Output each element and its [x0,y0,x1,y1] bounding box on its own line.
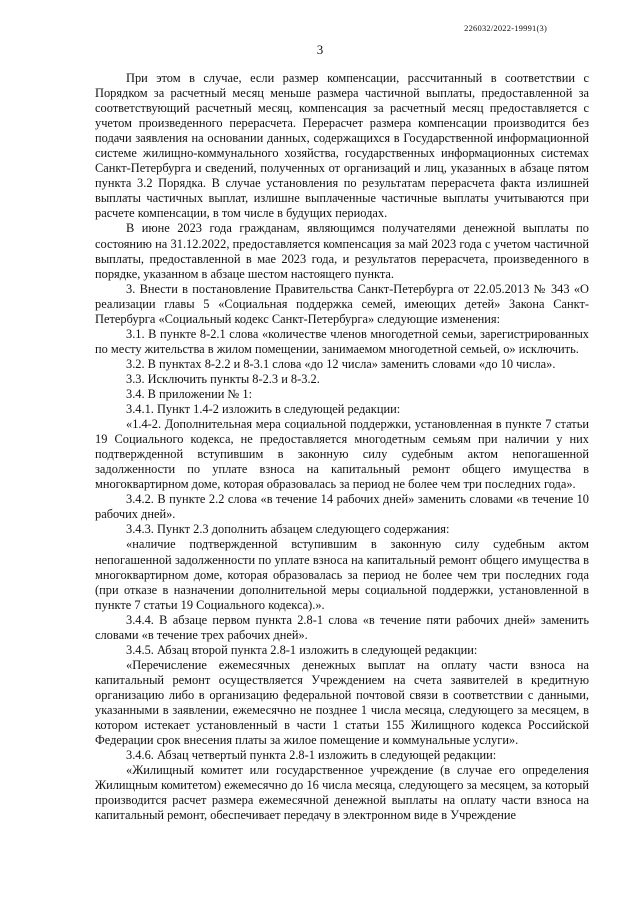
paragraph: 3.4.5. Абзац второй пункта 2.8-1 изложить в следующей редакции: [126,642,478,657]
paragraph: 3.4.3. Пункт 2.3 дополнить абзацем следующего содержания: [126,522,450,537]
paragraph: 3. Внести в постановление Правительства Санкт-Петербурга от 22.05.2013 № 343 «О реализации главы 5 «Социальная поддержка семей, имеющих детей» Закона Санкт-Петербурга «Социальный кодекс Санкт-Петербурга» следующие изменения: [95,281,589,326]
paragraph: В июне 2023 года гражданам, являющимся получателями денежной выплаты по состоянию на 31.12.2022, предоставляется компенсация за май 2023 года с учетом частичной выплаты, предоставленной в мае 2023 года, и результатов перерасчета, произведенного в порядке, указанном в абзаце шестом настоящего пункта. [95,221,589,281]
paragraph: 3.4. В приложении № 1: [126,386,253,401]
paragraph: «Перечисление ежемесячных денежных выплат на оплату части взноса на капитальный ремонт осуществляется Учреждением на счета заявителей в кредитную организацию либо в организацию федеральной почтовой связи в соответствии с данными, указанными в заявлении, ежемесячно не позднее 1 числа месяца, следующего за месяцем, в котором истекает установленный в части 1 статьи 155 Жилищного кодекса Российской Федерации срок внесения платы за жилое помещение и коммунальные услуги». [95,657,589,748]
paragraph: При этом в случае, если размер компенсации, рассчитанный в соответствии с Порядком за расчетный месяц меньше размера частичной выплаты, предоставленной за соответствующий расчетный месяц, компенсация за расчетный месяц предоставляется с учетом произведенного перерасчета. Перерасчет размера компенсации производится без подачи заявления на основании данных, содержащихся в Государственной информационной системе жилищно-коммунального хозяйства, государственных информационных системах Санкт-Петербурга и сведений, полученных от организаций и лиц, указанных в абзаце пятом пункта 3.2 Порядка. В случае установления по результатам перерасчета факта излишней выплаты частичных выплат, излишне выплаченные частичные выплаты учитываются при расчете компенсации, в том числе в будущих периодах. [95,71,589,221]
paragraph: 3.4.6. Абзац четвертый пункта 2.8-1 изложить в следующей редакции: [126,748,497,763]
paragraph: «наличие подтвержденной вступившим в законную силу судебным актом непогашенной задолженности по уплате взноса на капитальный ремонт общего имущества в многоквартирном доме, которая образовалась за период не более чем три последних года (при отказе в назначении дополнительной меры социальной поддержки, установленной в пункте 7 статьи 19 Социального кодекса).». [95,537,589,612]
paragraph: 3.4.2. В пункте 2.2 слова «в течение 14 рабочих дней» заменить словами «в течение 10 рабочих дней». [95,492,589,522]
paragraph: 3.3. Исключить пункты 8-2.3 и 8-3.2. [126,371,320,386]
document-body [95,71,589,823]
paragraph: «Жилищный комитет или государственное учреждение (в случае его определения Жилищным комитетом) ежемесячно до 16 числа месяца, следующего за месяцем, за который производится расчет размера ежемесячной денежной выплаты на оплату части взноса на капитальный ремонт, обеспечивает передачу в электронном виде в Учреждение [95,763,589,823]
paragraph: «1.4-2. Дополнительная мера социальной поддержки, установленная в пункте 7 статьи 19 Социального кодекса, не предоставляется многодетным семьям при наличии у них подтвержденной вступившим в законную силу судебным актом непогашенной задолженности по уплате взноса на капитальный ремонт общего имущества в многоквартирном доме, которая образовалась за период не более чем три последних года». [95,417,589,492]
document-id: 226032/2022-19991(3) [464,23,547,33]
paragraph: 3.2. В пунктах 8-2.2 и 8-3.1 слова «до 12 числа» заменить словами «до 10 числа». [126,356,556,371]
paragraph: 3.1. В пункте 8-2.1 слова «количестве членов многодетной семьи, зарегистрированных по месту жительства в жилом помещении, занимаемом многодетной семьей, о» исключить. [95,326,589,356]
paragraph: 3.4.1. Пункт 1.4-2 изложить в следующей редакции: [126,402,401,417]
paragraph: 3.4.4. В абзаце первом пункта 2.8-1 слова «в течение пяти рабочих дней» заменить словами «в течение трех рабочих дней». [95,612,589,642]
page-number: 3 [316,42,324,57]
